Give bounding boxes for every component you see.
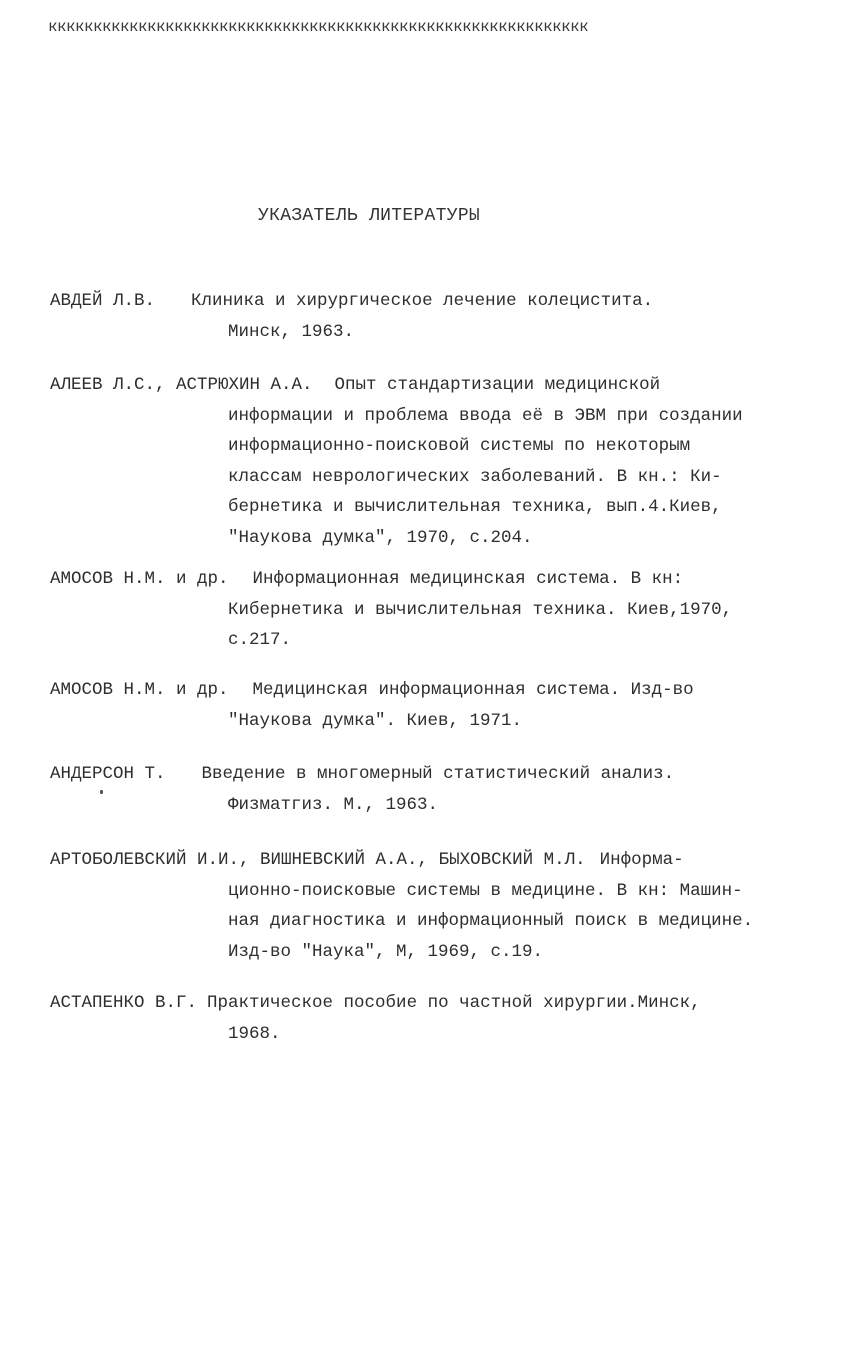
entry-text-line: бернетика и вычислительная техника, вып.4.Киев, (228, 497, 722, 517)
entry-text-line: Введение в многомерный статистический анализ. (201, 764, 675, 784)
bibliography-entry (50, 370, 810, 553)
entry-author: АВДЕЙ Л.В. (50, 291, 156, 311)
bibliography-entry (50, 675, 810, 736)
entry-text-line: с.217. (228, 630, 292, 650)
bibliography-entry (50, 286, 810, 347)
entry-text-line: Информа- (599, 850, 684, 870)
entry-text-line: Информационная медицинская система. В кн: (252, 569, 684, 589)
bibliography-entry (50, 845, 810, 967)
entry-text-line: "Наукова думка". Киев, 1971. (228, 710, 523, 731)
entry-text-line: Клиника и хирургическое лечение колецистита. (191, 291, 654, 311)
entry-text-line: ционно-поисковые системы в медицине. В кн: Машин- (228, 880, 743, 901)
entry-text-line: Кибернетика и вычислительная техника. Киев,1970, (228, 599, 733, 620)
entry-first-line (50, 370, 810, 401)
entry-first-line (50, 988, 810, 1019)
bibliography-entry (50, 988, 810, 1049)
entry-first-line (50, 759, 810, 790)
page-title: УКАЗАТЕЛЬ ЛИТЕРАТУРЫ (258, 206, 481, 226)
top-border-row: кккккккккккккккккккккккккккккккккккккккккккккккккккккккккккк (48, 18, 589, 36)
entry-text-line: Практическое пособие по частной хирургии.Минск, (207, 993, 701, 1013)
entry-author: АНДЕРСОН Т. (50, 764, 166, 784)
entry-first-line (50, 675, 810, 706)
entry-text-line: информации и проблема ввода её в ЭВМ при создании (228, 405, 743, 426)
entry-text-line: Изд-во "Наука", М, 1969, с.19. (228, 941, 544, 962)
entry-author: АМОСОВ Н.М. и др. (50, 569, 229, 589)
bibliography-entry (50, 564, 810, 656)
entry-text-line: Минск, 1963. (228, 321, 355, 342)
entry-author: АСТАПЕНКО В.Г. (50, 993, 198, 1013)
entry-text-line: классам неврологических заболеваний. В кн.: Ки- (228, 466, 722, 487)
entry-text-line: "Наукова думка", 1970, с.204. (228, 527, 533, 548)
entry-text-line: Медицинская информационная система. Изд-во (252, 680, 694, 700)
entry-author: АРТОБОЛЕВСКИЙ И.И., ВИШНЕВСКИЙ А.А., БЫХОВСКИЙ М.Л. (50, 850, 586, 870)
entry-text-line: информационно-поисковой системы по некоторым (228, 436, 691, 456)
bibliography-entry (50, 759, 810, 820)
entry-first-line (50, 845, 810, 876)
entry-first-line (50, 286, 810, 317)
entry-first-line (50, 564, 810, 595)
entry-author: АЛЕЕВ Л.С., АСТРЮХИН А.А. (50, 375, 313, 395)
entry-text-line: Опыт стандартизации медицинской (334, 375, 661, 395)
entry-author: АМОСОВ Н.М. и др. (50, 680, 229, 700)
entry-text-line: 1968. (228, 1023, 281, 1044)
entry-text-line: ная диагностика и информационный поиск в медицине. (228, 911, 754, 931)
entry-text-line: Физматгиз. М., 1963. (228, 794, 439, 815)
stray-ink-mark (100, 790, 103, 794)
